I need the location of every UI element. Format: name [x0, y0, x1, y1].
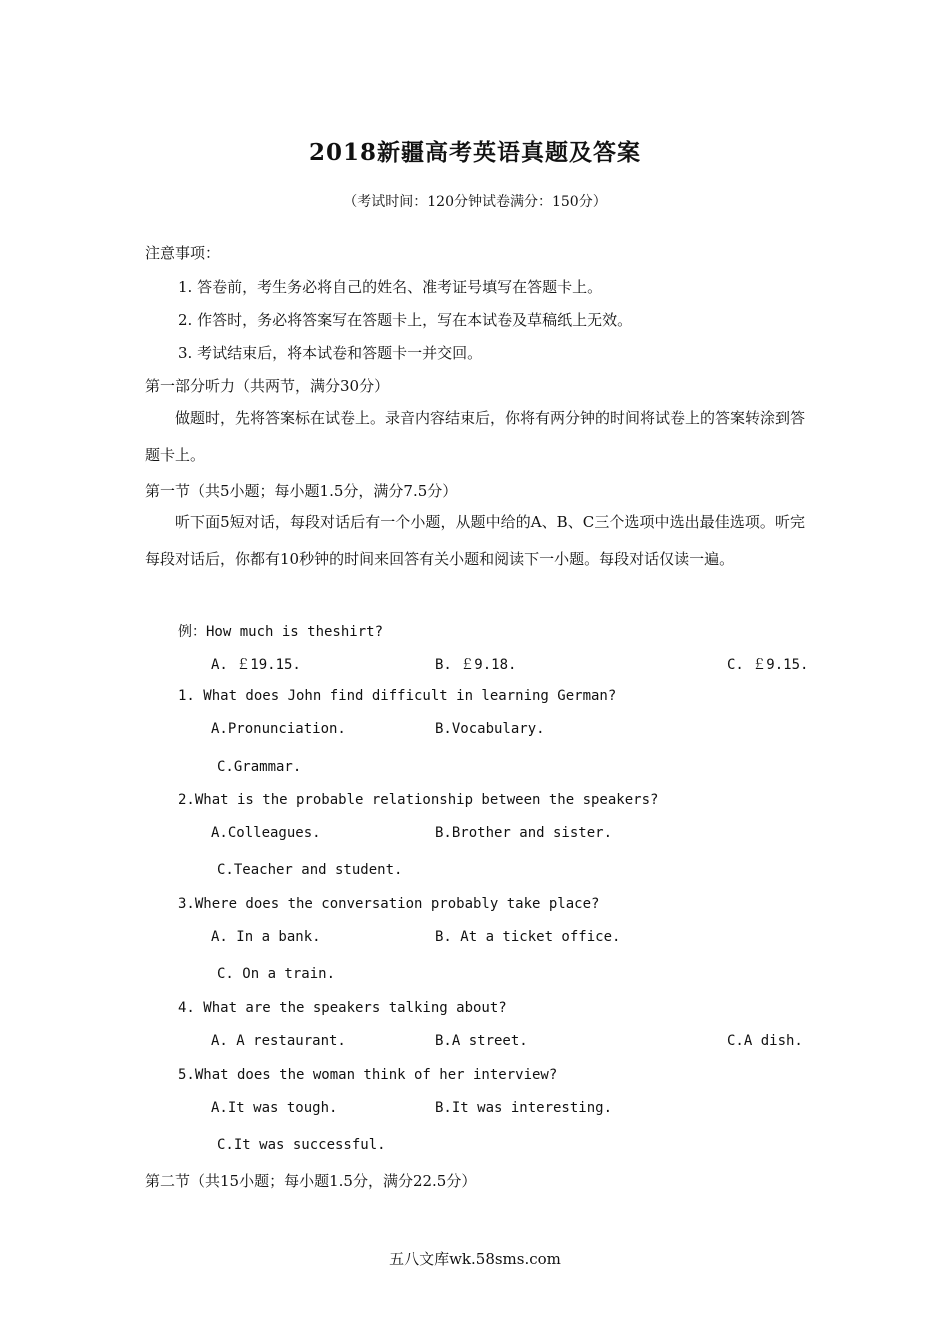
question-5: 5.What does the woman think of her interview? — [178, 1067, 558, 1083]
example-option-a: A. ￡19.15. — [211, 657, 301, 673]
example-option-c: C. ￡9.15. — [727, 657, 809, 673]
question-4: 4. What are the speakers talking about? — [178, 1000, 507, 1016]
question-1-option-b: B.Vocabulary. — [435, 721, 545, 737]
part1-heading: 第一部分听力（共两节，满分30分） — [145, 377, 390, 395]
question-4-option-a: A. A restaurant. — [211, 1033, 346, 1049]
question-2-option-b: B.Brother and sister. — [435, 825, 613, 841]
section1-intro: 听下面5短对话，每段对话后有一个小题，从题中给的A、B、C三个选项中选出最佳选项。听完每段对话后，你都有10秒钟的时间来回答有关小题和阅读下一小题。每段对话仅读一遍。 — [145, 513, 805, 568]
notice-item: 1. 答卷前，考生务必将自己的姓名、准考证号填写在答题卡上。 — [178, 278, 603, 296]
question-5-option-a: A.It was tough. — [211, 1100, 338, 1116]
question-3-option-b: B. At a ticket office. — [435, 929, 621, 945]
question-3: 3.Where does the conversation probably take place? — [178, 896, 600, 912]
document-subtitle: （考试时间：120分钟试卷满分：150分） — [343, 194, 607, 210]
notice-heading: 注意事项： — [145, 244, 221, 262]
question-3-option-a: A. In a bank. — [211, 929, 321, 945]
question-1-option-a: A.Pronunciation. — [211, 721, 346, 737]
question-1-option-c: C.Grammar. — [217, 759, 302, 775]
example-question: 例：How much is theshirt? — [178, 624, 384, 640]
question-3-option-c: C. On a train. — [217, 966, 336, 982]
footer-watermark: 五八文库wk.58sms.com — [389, 1250, 561, 1268]
example-option-b: B. ￡9.18. — [435, 657, 517, 673]
question-4-option-c: C.A dish. — [727, 1033, 803, 1049]
document-title: 2018新疆高考英语真题及答案 — [308, 139, 641, 166]
question-2: 2.What is the probable relationship between the speakers? — [178, 792, 659, 808]
question-2-option-a: A.Colleagues. — [211, 825, 321, 841]
question-5-option-c: C.It was successful. — [217, 1137, 386, 1153]
question-2-option-c: C.Teacher and student. — [217, 862, 403, 878]
section2-heading: 第二节（共15小题；每小题1.5分，满分22.5分） — [145, 1172, 477, 1190]
notice-item: 3. 考试结束后，将本试卷和答题卡一并交回。 — [178, 344, 483, 362]
question-4-option-b: B.A street. — [435, 1033, 528, 1049]
part1-intro: 做题时，先将答案标在试卷上。录音内容结束后，你将有两分钟的时间将试卷上的答案转涂到答题卡上。 — [145, 409, 806, 464]
question-1: 1. What does John find difficult in learning German? — [178, 688, 617, 704]
section1-heading: 第一节（共5小题；每小题1.5分，满分7.5分） — [145, 482, 458, 500]
question-5-option-b: B.It was interesting. — [435, 1100, 613, 1116]
notice-item: 2. 作答时，务必将答案写在答题卡上，写在本试卷及草稿纸上无效。 — [178, 311, 633, 329]
